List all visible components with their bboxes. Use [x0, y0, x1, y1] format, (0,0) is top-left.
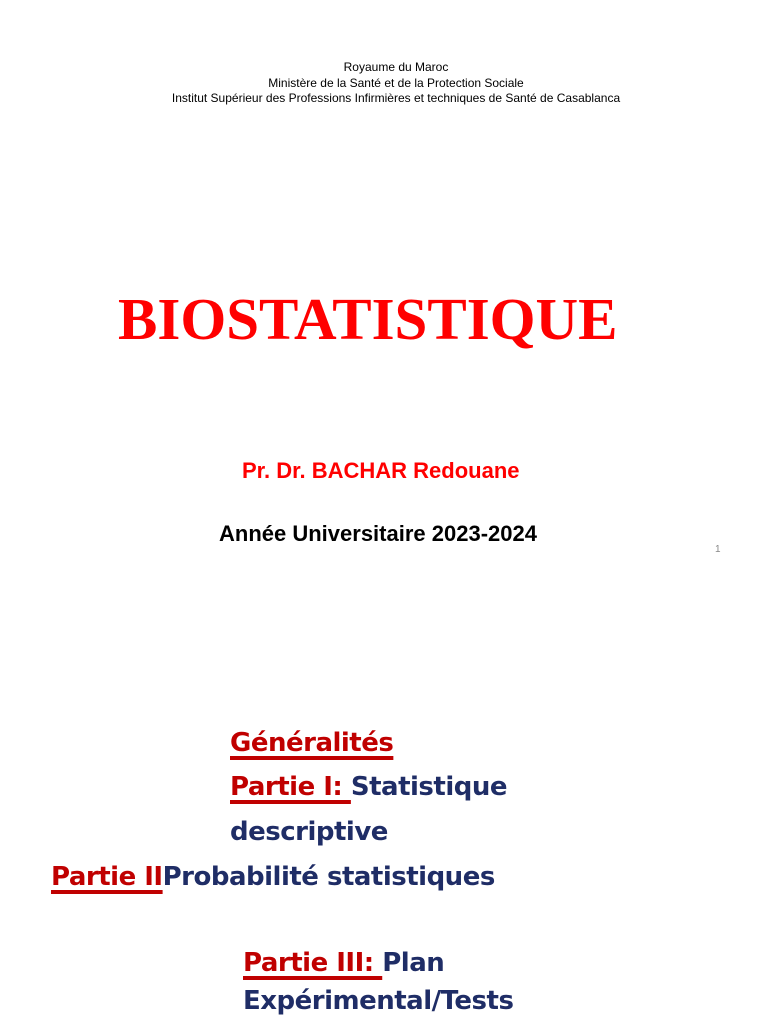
part2-label: Partie II: [51, 862, 163, 892]
part2-text: Probabilité statistiques: [162, 862, 495, 892]
page-number: 1: [715, 544, 721, 555]
part1-text-a: Statistique: [350, 772, 507, 802]
toc-part-1-cont: [230, 817, 388, 847]
part3-label: Partie III:: [243, 948, 383, 978]
toc-part-1: [230, 772, 507, 802]
toc-part-3-cont: [243, 986, 513, 1016]
part3-text-b: Expérimental/Tests: [243, 986, 514, 1016]
academic-year: Année Universitaire 2023-2024: [219, 521, 537, 546]
part1-label: Partie I:: [230, 772, 351, 802]
toc-part-3: [243, 948, 444, 978]
toc-generalites: [230, 728, 393, 758]
header-line-1: Royaume du Maroc: [343, 60, 449, 74]
toc-part-2: [51, 862, 495, 892]
part1-text-b: descriptive: [230, 817, 388, 847]
document-title: BIOSTATISTIQUE: [118, 286, 618, 352]
author-name: Pr. Dr. BACHAR Redouane: [242, 458, 520, 483]
header-line-2: Ministère de la Santé et de la Protection Sociale: [268, 76, 524, 90]
part3-text-a: Plan: [382, 948, 445, 978]
header-line-3: Institut Supérieur des Professions Infirmières et techniques de Santé de Casablanca: [171, 91, 621, 105]
generalites-label: Généralités: [230, 728, 394, 758]
